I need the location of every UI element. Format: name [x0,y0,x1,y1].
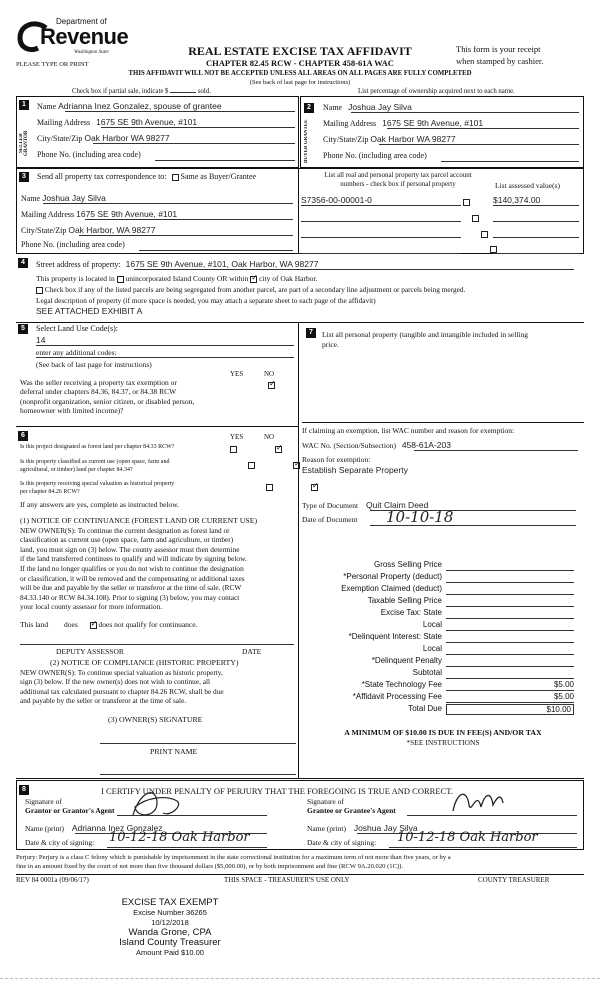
land-use-code[interactable]: 14 [36,335,46,345]
s3-city-row [21,225,155,235]
s6-q1-yes[interactable] [230,446,237,453]
wac-claim-label: If claiming an exemption, list WAC number and reason for exemption: [302,426,515,435]
grantee-date-label: Date & city of signing: [307,838,377,847]
section-number-8: 8 [19,785,29,795]
grantor-sig-label-1: Signature of [25,797,62,806]
buyer-name-label: Name [323,103,343,112]
partial-sale-amount[interactable] [170,92,196,93]
s6-q2-line-2: agricultural, or timber) land per chapter 84.34? [20,467,133,473]
section-number-4: 4 [18,258,28,268]
see-instructions: *SEE INSTRUCTIONS [406,738,480,747]
fee-label-excise-state: Excise Tax: State [380,608,442,617]
send-label: Send all property tax correspondence to: [37,172,167,181]
form-title: REAL ESTATE EXCISE TAX AFFIDAVIT [188,44,412,58]
seller-mail-row [37,117,197,127]
section-number-5: 5 [18,324,28,334]
s5-no-checkbox[interactable] [268,382,275,389]
located-label: This property is located in [36,274,115,283]
fee-value-excise-local[interactable] [446,620,574,631]
s5-q-line-1: Was the seller receiving a property tax exemption or [20,378,177,387]
owner-signature-label: (3) OWNER(S) SIGNATURE [108,715,203,724]
grantor-signature[interactable] [127,787,187,823]
list-pct: List percentage of ownership acquired next to each name. [358,88,515,95]
notice2-line-4: and payable by the seller or transferor at the time of sale. [20,696,187,706]
seller-name-label: Name [37,102,57,111]
street-label: Street address of property: [36,260,121,269]
grantee-name[interactable]: Joshua Jay Silva [353,823,418,833]
stamp-office: Island County Treasurer [119,937,221,948]
s6-q3-line-2: per chapter 84.26 RCW? [20,489,80,495]
buyer-city-label: City/State/Zip [323,135,369,144]
wac-row [302,440,451,450]
grantee-sig-label [307,797,396,815]
fee-value-excise-state[interactable] [446,608,574,619]
fee-value-personal[interactable] [446,572,574,583]
s3-city-label: City/State/Zip [21,226,67,235]
s3-phone-label: Phone No. (including area code) [21,240,125,249]
segregated-label: Check box if any of the listed parcels are being segregated from another parcel, are part of a secondary line adjustment or parcels being merged. [44,285,466,294]
seller-city[interactable]: Oak Harbor WA 98277 [84,133,170,143]
parcel-number[interactable]: S7356-00-00001-0 [301,195,372,205]
qualify-row [20,620,197,629]
section-1-seller [16,96,299,168]
fee-value-taxable[interactable] [446,596,574,607]
treasurer-stamp [100,898,240,958]
send-row [37,172,256,181]
street-row [36,259,318,269]
reason[interactable]: Establish Separate Property [302,465,408,475]
section-3 [16,168,584,254]
fee-label-subtotal: Subtotal [412,668,442,677]
same-as-buyer-checkbox[interactable] [172,174,179,181]
buyer-name[interactable]: Joshua Jay Silva [348,102,412,112]
notice1-title: (1) NOTICE OF CONTINUANCE (FOREST LAND OR CURRENT USE) [20,516,258,525]
notice1-line-2: classification as current use (open space, farm and agriculture, or timber) [20,535,234,545]
perjury-line-1: Perjury: Perjury is a class C felony which is punishable by imprisonment in the state correctional institution for a maximum term of not more than five years, or by a [16,854,451,861]
s7-list-line-2: price. [322,339,339,349]
does-not-checkbox[interactable] [90,622,97,629]
s6-q1-no[interactable] [275,446,282,453]
seller-side-label: SELLER GRANTOR [19,130,29,156]
section-number-2: 2 [304,103,314,113]
seller-phone-label: Phone No. (including area code) [37,150,141,159]
seller-city-row [37,133,170,143]
section-number-1: 1 [19,100,29,110]
fee-label-gross: Gross Selling Price [373,560,442,569]
fee-label-penalty: *Delinquent Penalty [371,656,442,665]
s6-q2-yes[interactable] [248,462,255,469]
s6-yes-header: YES [230,433,244,441]
reason-label: Reason for exemption: [302,455,371,464]
fee-value-technology[interactable]: $5.00 [446,680,574,691]
fee-value-subtotal[interactable] [446,668,574,679]
s3-mail-label: Mailing Address [21,210,75,219]
fees-table [302,560,584,720]
fee-label-technology: *State Technology Fee [361,680,442,689]
logo-small: Department of [56,17,107,26]
buyer-city-row [323,134,456,144]
s5-q-line-3: (nonprofit organization, senior citizen, or disabled person, [20,396,195,406]
perjury-line-2: fine in an amount fixed by the court of not more than five thousand dollars ($5,000.00), or by both imprisonment and fine (RCW 9A.20.020 (1C)). [16,862,404,870]
section-number-3: 3 [19,172,29,182]
s6-q3-yes[interactable] [266,484,273,491]
logo-state: Washington State [74,50,109,55]
partial-sale [72,88,211,95]
notice2-line-3: additional tax calculated pursuant to chapter 84.26 RCW, shall be due [20,686,224,696]
parcel-header [301,171,495,189]
fee-label-excise-local: Local [422,620,442,629]
s6-q3-line-1: Is this property receiving special valuation as historical property [20,481,175,487]
s3-name-row [21,193,106,203]
notice1-line-3: land, you must sign on (3) below. The county assessor must then determine [20,544,240,554]
buyer-mail[interactable]: 1675 SE 9th Avenue, #101 [382,118,484,128]
notice1-line-9: your local county assessor for more information. [20,602,163,612]
stamp-number: Excise Number 36265 [133,908,207,917]
fee-value-total[interactable]: $10.00 [446,704,574,715]
fee-value-exemption[interactable] [446,584,574,595]
s5-see-back: (See back of last page for instructions) [36,360,152,369]
buyer-mail-label: Mailing Address [323,119,377,128]
form-chapter: CHAPTER 82.45 RCW - CHAPTER 458-61A WAC [206,58,394,68]
s5-yes-header: YES [230,370,244,378]
fee-value-delinquent-state[interactable] [446,632,574,643]
fee-label-total: Total Due [408,704,442,713]
sold-label: sold. [197,88,211,95]
section-2-buyer [300,96,584,168]
grantee-sig-label-2: Grantee or Grantee's Agent [307,806,396,815]
document-type[interactable]: Quit Claim Deed [366,500,429,510]
personal-property-checkbox-4[interactable] [490,246,497,253]
this-land-label: This land [20,620,49,629]
notice-of-compliance [20,658,300,706]
date-doc-label: Date of Document [302,515,358,524]
fee-label-personal: *Personal Property (deduct) [343,572,442,581]
notice1-line-6: or classification, it will be removed and the compensating or additional taxes [20,573,245,583]
s3-mail[interactable]: 1675 SE 9th Avenue, #101 [76,209,178,219]
grantee-date[interactable]: 10-12-18 Oak Harbor [397,830,538,845]
s5-no-header: NO [264,370,275,378]
stamp-date: 10/12/2018 [151,918,189,927]
s5-q-line-2: deferral under chapters 84.36, 84.37, or 84.38 RCW [20,387,177,397]
stamp-title: EXCISE TAX EXEMPT [121,897,219,908]
seller-name[interactable]: Adrianna Inez Gonzalez, spouse of grantee [58,101,222,111]
buyer-city[interactable]: Oak Harbor WA 98277 [370,134,456,144]
list-personal-property [322,330,528,349]
date-of-document[interactable]: 10-10-18 [386,508,454,526]
fee-value-gross[interactable] [446,560,574,571]
fee-label-processing: *Affidavit Processing Fee [352,692,442,701]
grantor-name[interactable]: Adrianna Inez Gonzalez [71,823,163,833]
assessed-header: List assessed value(s) [495,181,560,190]
s5-question [20,378,194,415]
parcel-header-1: List all real and personal property tax parcel account [324,171,472,179]
does-label: does [64,620,78,629]
deputy-assessor-label: DEPUTY ASSESSOR [56,647,124,656]
notice1-line-8: 84.33.140 or RCW 84.34.108). Prior to signing (3) below, you may contact [20,592,240,602]
please-type: PLEASE TYPE OR PRINT [16,61,89,68]
section-7 [302,322,584,552]
notice2-line-2: sign (3) below. If the new owner(s) does not wish to continue, all [20,677,211,687]
type-label: Type of Document [302,501,359,510]
segregated-checkbox[interactable] [36,287,43,294]
seller-name-row [37,101,295,111]
rev-number: REV 84 0001a (09/06/17) [16,876,89,884]
s6-no-header: NO [264,433,275,441]
section-6 [16,428,298,778]
s6-q3 [20,480,174,496]
logo-big: Revenue [40,24,129,49]
additional-codes-label: enter any additional codes: [36,348,117,357]
dor-logo [16,16,129,60]
certify-statement: I CERTIFY UNDER PENALTY OF PERJURY THAT THE FOREGOING IS TRUE AND CORRECT. [101,786,453,796]
street-address[interactable]: 1675 SE 9th Avenue, #101, Oak Harbor, WA 98277 [125,259,319,269]
land-use-label: Select Land Use Code(s): [36,324,118,333]
does-not-label: does not qualify for continuance. [98,620,198,629]
legal-description[interactable]: SEE ATTACHED EXHIBIT A [36,306,143,316]
fee-value-processing[interactable]: $5.00 [446,692,574,703]
grantor-sig-label-2: Grantor or Grantor's Agent [25,806,115,815]
minimum-due: A MINIMUM OF $10.00 IS DUE IN FEE(S) AND/OR TAX [344,728,542,737]
see-back: (See back of last page for instructions) [249,79,351,86]
fee-label-delinquent-local: Local [422,644,442,653]
grantor-date-label: Date & city of signing: [25,838,95,847]
personal-property-checkbox-2[interactable] [472,215,479,222]
fee-label-exemption: Exemption Claimed (deduct) [341,584,442,593]
seller-mail-label: Mailing Address [37,118,91,127]
grantor-sig-label [25,797,115,815]
same-as-buyer-label: Same as Buyer/Grantee [180,172,257,181]
grantor-date[interactable]: 10-12-18 Oak Harbor [109,830,250,845]
unincorporated-checkbox[interactable] [117,276,124,283]
section-4 [16,256,584,320]
stamp-name: Wanda Grone, CPA [128,927,212,938]
located-row [36,274,317,283]
notice1-line-1: NEW OWNER(S): To continue the current designation as forest land or [20,525,230,535]
fee-label-delinquent-state: *Delinquent Interest: State [348,632,442,641]
notice1-line-5: If the land no longer qualifies or you do not wish to continue the designation [20,563,244,573]
buyer-side-label: BUYER GRANTEE [304,119,309,163]
section-8 [16,780,584,850]
personal-property-checkbox-3[interactable] [481,231,488,238]
notice2-line-1: NEW OWNER(S): To continue special valuation as historic property, [20,667,223,677]
s3-city[interactable]: Oak Harbor, WA 98277 [68,225,156,235]
s5-q-line-4: homeowner with limited income)? [20,405,124,415]
fee-label-taxable: Taxable Selling Price [367,596,442,605]
city-checkbox[interactable] [250,276,257,283]
grantor-name-label: Name (print) [25,824,64,833]
county-treasurer-label: COUNTY TREASURER [478,876,550,884]
notice2-title: (2) NOTICE OF COMPLIANCE (HISTORIC PROPERTY) [50,658,239,667]
deputy-date-label: DATE [242,647,262,656]
notice-of-continuance [20,516,300,612]
buyer-name-row [323,102,412,112]
section-number-7: 7 [306,328,316,338]
segregated-row [36,285,465,294]
grantee-name-label: Name (print) [307,824,346,833]
stamp-amount: Amount Paid $10.00 [136,948,204,957]
s3-name-label: Name [21,194,41,203]
wac-label: WAC No. (Section/Subsection) [302,441,396,450]
partial-sale-label: Check box if partial sale, indicate $ [72,88,169,95]
buyer-mail-row [323,118,483,128]
section-5 [16,322,298,426]
section-number-6: 6 [18,431,28,441]
parcel-header-2: numbers - check box if personal property [340,180,456,188]
s6-q1: Is this project designated as forest land per chapter 84.33 RCW? [20,444,175,450]
receipt-line-1: This form is your receipt [456,44,541,54]
fee-value-penalty[interactable] [446,656,574,667]
legal-label: Legal description of property (if more space is needed, you may attach a separate sheet to each page of the affidavit) [36,296,376,305]
s6-q2-line-1: Is this property classified as current use (open space, farm and [20,459,170,465]
grantee-sig-label-1: Signature of [307,797,344,806]
city-label: city of Oak Harbor. [259,274,318,283]
warning: THIS AFFIDAVIT WILL NOT BE ACCEPTED UNLESS ALL AREAS ON ALL PAGES ARE FULLY COMPLETED [128,70,472,77]
unincorporated-label: unincorporated Island County OR within [125,274,249,283]
treasurer-only: THIS SPACE - TREASURER'S USE ONLY [224,876,350,884]
buyer-phone-label: Phone No. (including area code) [323,151,427,160]
s3-name[interactable]: Joshua Jay Silva [42,193,106,203]
notice1-line-7: will be due and payable by the seller or transferor at the time of sale. (RCW [20,583,242,593]
s6-if-yes: If any answers are yes, complete as instructed below. [20,500,180,509]
wac-number[interactable]: 458-61A-203 [401,440,451,450]
perjury-notice [16,854,584,871]
personal-property-checkbox-1[interactable] [463,199,470,206]
seller-city-label: City/State/Zip [37,134,83,143]
s7-list-line-1: List all personal property (tangible and intangible included in selling [322,330,528,339]
seller-mail[interactable]: 1675 SE 9th Avenue, #101 [96,117,198,127]
fee-value-delinquent-local[interactable] [446,644,574,655]
receipt-line-2: when stamped by cashier. [456,56,544,66]
print-name-label: PRINT NAME [150,747,198,756]
s3-mail-row [21,209,177,219]
s6-q2 [20,458,169,474]
assessed-value[interactable]: $140,374.00 [493,195,541,205]
notice1-line-4: if the land transferred continues to qualify and will indicate by signing below. [20,554,247,564]
